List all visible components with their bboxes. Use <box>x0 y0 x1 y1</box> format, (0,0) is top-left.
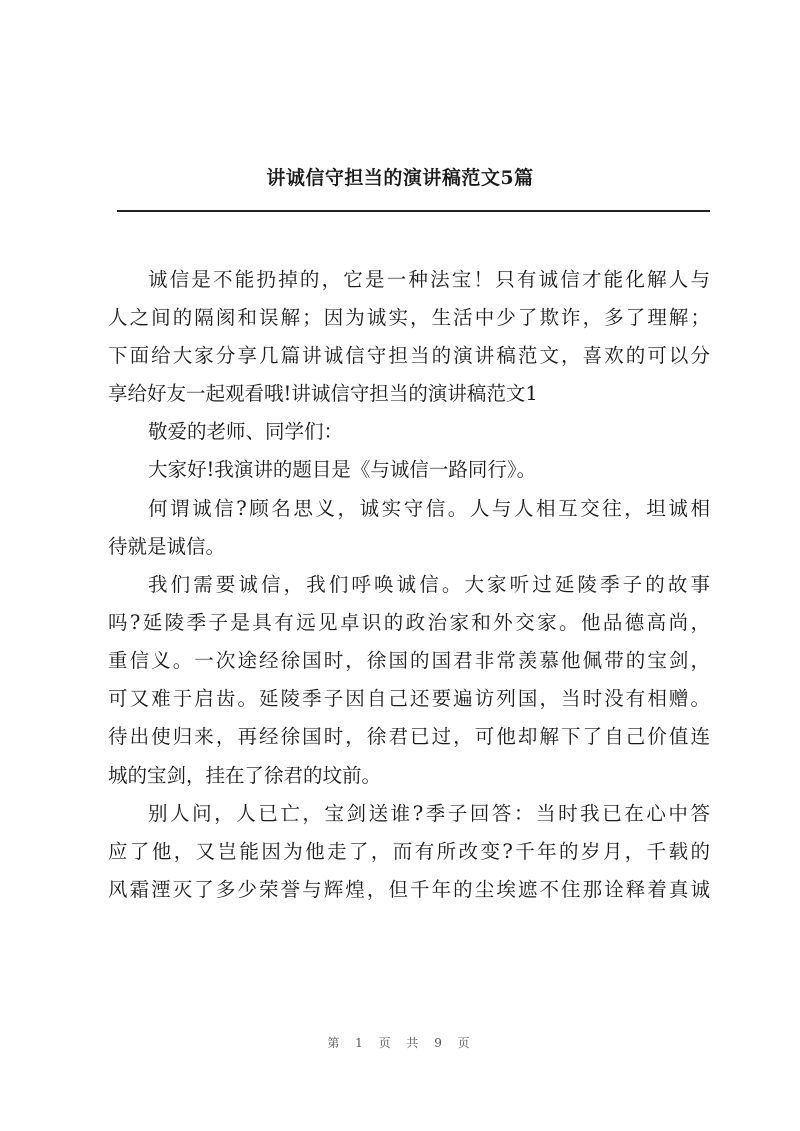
document-title: 讲诚信守担当的演讲稿范文5篇 <box>266 167 534 189</box>
body-line: 何谓诚信?顾名思义，诚实守信。人与人相互交往，坦诚相 <box>148 497 710 520</box>
body-line: 待就是诚信。 <box>108 535 226 558</box>
body-line: 享给好友一起观看哦!讲诚信守担当的演讲稿范文1 <box>108 382 538 405</box>
title-divider <box>117 210 710 212</box>
body-line: 下面给大家分享几篇讲诚信守担当的演讲稿范文，喜欢的可以分 <box>108 344 710 367</box>
page-number-footer: 第 1 页 共 9 页 <box>327 1036 473 1050</box>
body-line: 应了他，又岂能因为他走了，而有所改变?千年的岁月，千载的 <box>108 840 710 863</box>
body-line: 城的宝剑，挂在了徐君的坟前。 <box>108 764 382 787</box>
body-line: 别人问，人已亡，宝剑送谁?季子回答：当时我已在心中答 <box>148 802 710 825</box>
body-line: 人之间的隔阂和误解；因为诚实，生活中少了欺诈，多了理解； <box>108 306 710 329</box>
body-line: 大家好!我演讲的题目是《与诚信一路同行》。 <box>148 458 537 481</box>
body-line: 敬爱的老师、同学们： <box>148 420 344 443</box>
body-line: 吗?延陵季子是具有远见卓识的政治家和外交家。他品德高尚， <box>108 611 710 634</box>
body-line: 诚信是不能扔掉的，它是一种法宝！只有诚信才能化解人与 <box>148 268 710 291</box>
body-line: 风霜湮灭了多少荣誉与辉煌，但千年的尘埃遮不住那诠释着真诚 <box>108 878 710 901</box>
body-line: 重信义。一次途经徐国时，徐国的国君非常羡慕他佩带的宝剑， <box>108 649 710 672</box>
body-line: 待出使归来，再经徐国时，徐君已过，可他却解下了自己价值连 <box>108 725 710 748</box>
body-line: 可又难于启齿。延陵季子因自己还要遍访列国，当时没有相赠。 <box>108 687 710 710</box>
body-line: 我们需要诚信，我们呼唤诚信。大家听过延陵季子的故事 <box>148 573 710 596</box>
